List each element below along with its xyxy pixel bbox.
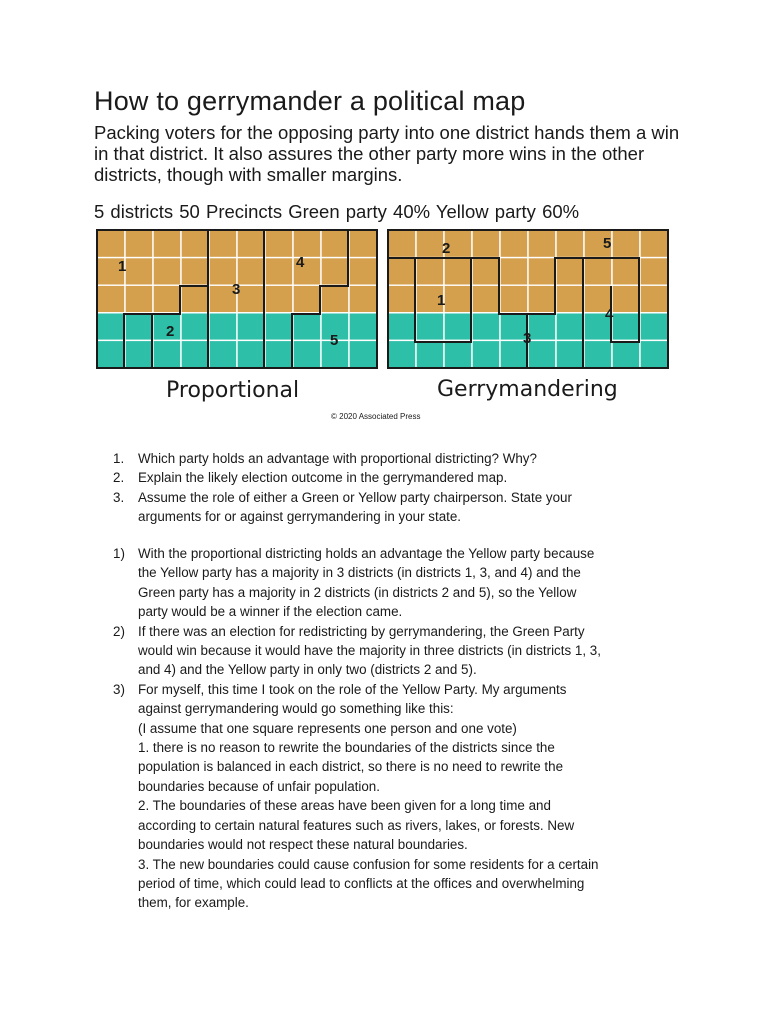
answer-text-line: 2. The boundaries of these areas have been given for a long time and <box>138 798 551 814</box>
precinct-cell <box>528 313 556 341</box>
answer-text-line: the Yellow party has a majority in 3 districts (in districts 1, 3, and 4) and the <box>138 565 581 581</box>
answer-number: 2) <box>113 623 125 639</box>
precinct-cell <box>556 313 584 341</box>
question-number: 1. <box>113 451 125 466</box>
precinct-cell <box>321 230 349 258</box>
answer-item <box>113 544 683 622</box>
precinct-cell <box>388 340 416 368</box>
precinct-cell <box>153 258 181 286</box>
precinct-cell <box>528 285 556 313</box>
stats-line: 5 districts 50 Precincts Green party 40% Yellow party 60% <box>94 201 580 222</box>
precinct-cell <box>125 313 153 341</box>
answer-item <box>113 680 683 913</box>
precinct-cell <box>293 313 321 341</box>
precinct-cell <box>472 340 500 368</box>
answers-list <box>113 544 683 913</box>
precinct-cell <box>321 285 349 313</box>
answer-item <box>113 622 683 680</box>
precinct-cell <box>612 258 640 286</box>
precinct-cell <box>556 285 584 313</box>
precinct-cell <box>209 230 237 258</box>
answer-text-line: period of time, which could lead to conflicts at the offices and overwhelming <box>138 875 585 891</box>
precinct-cell <box>125 285 153 313</box>
precinct-cell <box>388 285 416 313</box>
precinct-cell <box>444 340 472 368</box>
intro-paragraph: Packing voters for the opposing party into one district hands them a win in that district. It also assures the other party more wins in the other districts, though with smaller margins. <box>94 122 680 185</box>
district-label-4: 4 <box>296 254 305 271</box>
answer-text-line: If there was an election for redistricting by gerrymandering, the Green Party <box>138 623 585 639</box>
answer-text-line: boundaries because of unfair population. <box>138 778 380 794</box>
question-text-line: Which party holds an advantage with proportional districting? Why? <box>138 451 537 466</box>
question-item <box>113 468 683 487</box>
precinct-cell <box>349 313 377 341</box>
precinct-cell <box>612 313 640 341</box>
page-headline: How to gerrymander a political map <box>94 86 526 116</box>
precinct-cell <box>472 258 500 286</box>
precinct-cell <box>528 230 556 258</box>
precinct-cell <box>640 258 668 286</box>
precinct-cell <box>97 230 125 258</box>
answer-text-line: With the proportional districting holds an advantage the Yellow party because <box>138 546 595 561</box>
precinct-cell <box>125 258 153 286</box>
precinct-cell <box>472 313 500 341</box>
precinct-cell <box>416 230 444 258</box>
answer-text-line: 3. The new boundaries could cause confusion for some residents for a certain <box>138 856 599 872</box>
precinct-cell <box>388 258 416 286</box>
question-number: 2. <box>113 470 125 486</box>
precinct-cell <box>209 340 237 368</box>
precinct-cell <box>500 285 528 313</box>
precinct-cell <box>97 340 125 368</box>
precinct-cell <box>349 340 377 368</box>
precinct-cell <box>584 340 612 368</box>
answer-text-line: them, for example. <box>138 895 249 911</box>
precinct-cell <box>500 230 528 258</box>
answer-text-line: boundaries would not respect these natural boundaries. <box>138 837 468 853</box>
precinct-cell <box>640 313 668 341</box>
precinct-cell <box>349 230 377 258</box>
precinct-cell <box>209 313 237 341</box>
district-label-2: 2 <box>166 323 175 340</box>
precinct-cell <box>416 313 444 341</box>
precinct-cell <box>472 285 500 313</box>
question-text-line: Explain the likely election outcome in the gerrymandered map. <box>138 470 508 486</box>
precinct-cell <box>416 340 444 368</box>
precinct-cell <box>265 340 293 368</box>
answer-text-line: and 4) and the Yellow party in only two (districts 2 and 5). <box>138 662 477 678</box>
district-label-5: 5 <box>330 332 339 349</box>
precinct-cell <box>556 340 584 368</box>
district-label-5: 5 <box>603 235 612 252</box>
precinct-cell <box>125 340 153 368</box>
precinct-cell <box>237 340 265 368</box>
precinct-cell <box>584 258 612 286</box>
proportional-map <box>96 229 378 369</box>
question-item <box>113 488 683 527</box>
precinct-cell <box>265 258 293 286</box>
precinct-cell <box>472 230 500 258</box>
precinct-cell <box>97 313 125 341</box>
precinct-cell <box>237 285 265 313</box>
precinct-cell <box>612 340 640 368</box>
precinct-cell <box>181 285 209 313</box>
precinct-cell <box>97 285 125 313</box>
precinct-cell <box>640 230 668 258</box>
precinct-cell <box>528 340 556 368</box>
precinct-cell <box>237 230 265 258</box>
answer-text-line: 1. there is no reason to rewrite the boundaries of the districts since the <box>138 740 555 756</box>
precinct-cell <box>640 285 668 313</box>
precinct-cell <box>153 340 181 368</box>
precinct-cell <box>444 285 472 313</box>
answer-number: 3) <box>113 681 125 697</box>
question-number: 3. <box>113 489 125 505</box>
precinct-cell <box>265 285 293 313</box>
answer-text-line: (I assume that one square represents one person and one vote) <box>138 720 517 736</box>
precinct-cell <box>293 340 321 368</box>
precinct-cell <box>612 230 640 258</box>
answer-number: 1) <box>113 546 125 561</box>
credit-line: © 2020 Associated Press <box>331 412 421 421</box>
precinct-cell <box>153 285 181 313</box>
precinct-cell <box>612 285 640 313</box>
district-label-1: 1 <box>118 258 127 275</box>
precinct-cell <box>181 258 209 286</box>
answer-text-line: according to certain natural features such as rivers, lakes, or forests. New <box>138 817 575 833</box>
answer-text-line: population is balanced in each district, so there is no need to rewrite the <box>138 759 564 775</box>
question-text-line: arguments for or against gerrymandering in your state. <box>138 509 462 525</box>
precinct-cell <box>500 258 528 286</box>
question-item <box>113 449 683 468</box>
proportional-caption: Proportional <box>166 378 300 403</box>
questions-list <box>113 449 683 527</box>
district-label-2: 2 <box>442 240 451 257</box>
answer-text-line: For myself, this time I took on the role of the Yellow Party. My arguments <box>138 681 567 697</box>
precinct-cell <box>528 258 556 286</box>
answer-text-line: would win because it would have the majority in three districts (in districts 1, 3, <box>138 643 601 659</box>
district-label-4: 4 <box>605 306 614 323</box>
gerrymandering-caption: Gerrymandering <box>437 377 618 402</box>
precinct-cell <box>349 258 377 286</box>
precinct-cell <box>181 313 209 341</box>
question-text-line: Assume the role of either a Green or Yellow party chairperson. State your <box>138 489 572 505</box>
precinct-cell <box>349 285 377 313</box>
precinct-cell <box>125 230 153 258</box>
precinct-cell <box>388 313 416 341</box>
precinct-cell <box>556 258 584 286</box>
answer-text-line: Green party has a majority in 2 districts (in districts 2 and 5), so the Yellow <box>138 584 577 600</box>
district-label-3: 3 <box>523 330 532 347</box>
precinct-cell <box>444 258 472 286</box>
precinct-cell <box>416 258 444 286</box>
precinct-cell <box>181 230 209 258</box>
gerrymandering-map <box>387 229 669 369</box>
precinct-cell <box>265 230 293 258</box>
district-label-3: 3 <box>232 281 241 298</box>
precinct-cell <box>181 340 209 368</box>
precinct-cell <box>388 230 416 258</box>
precinct-cell <box>265 313 293 341</box>
precinct-cell <box>153 230 181 258</box>
precinct-cell <box>237 258 265 286</box>
precinct-cell <box>293 285 321 313</box>
precinct-cell <box>321 258 349 286</box>
precinct-cell <box>237 313 265 341</box>
precinct-cell <box>444 313 472 341</box>
district-label-1: 1 <box>437 292 446 309</box>
precinct-cell <box>556 230 584 258</box>
answer-text-line: against gerrymandering would go something like this: <box>138 701 454 717</box>
precinct-cell <box>640 340 668 368</box>
answer-text-line: party would be a winner if the election came. <box>138 604 403 620</box>
